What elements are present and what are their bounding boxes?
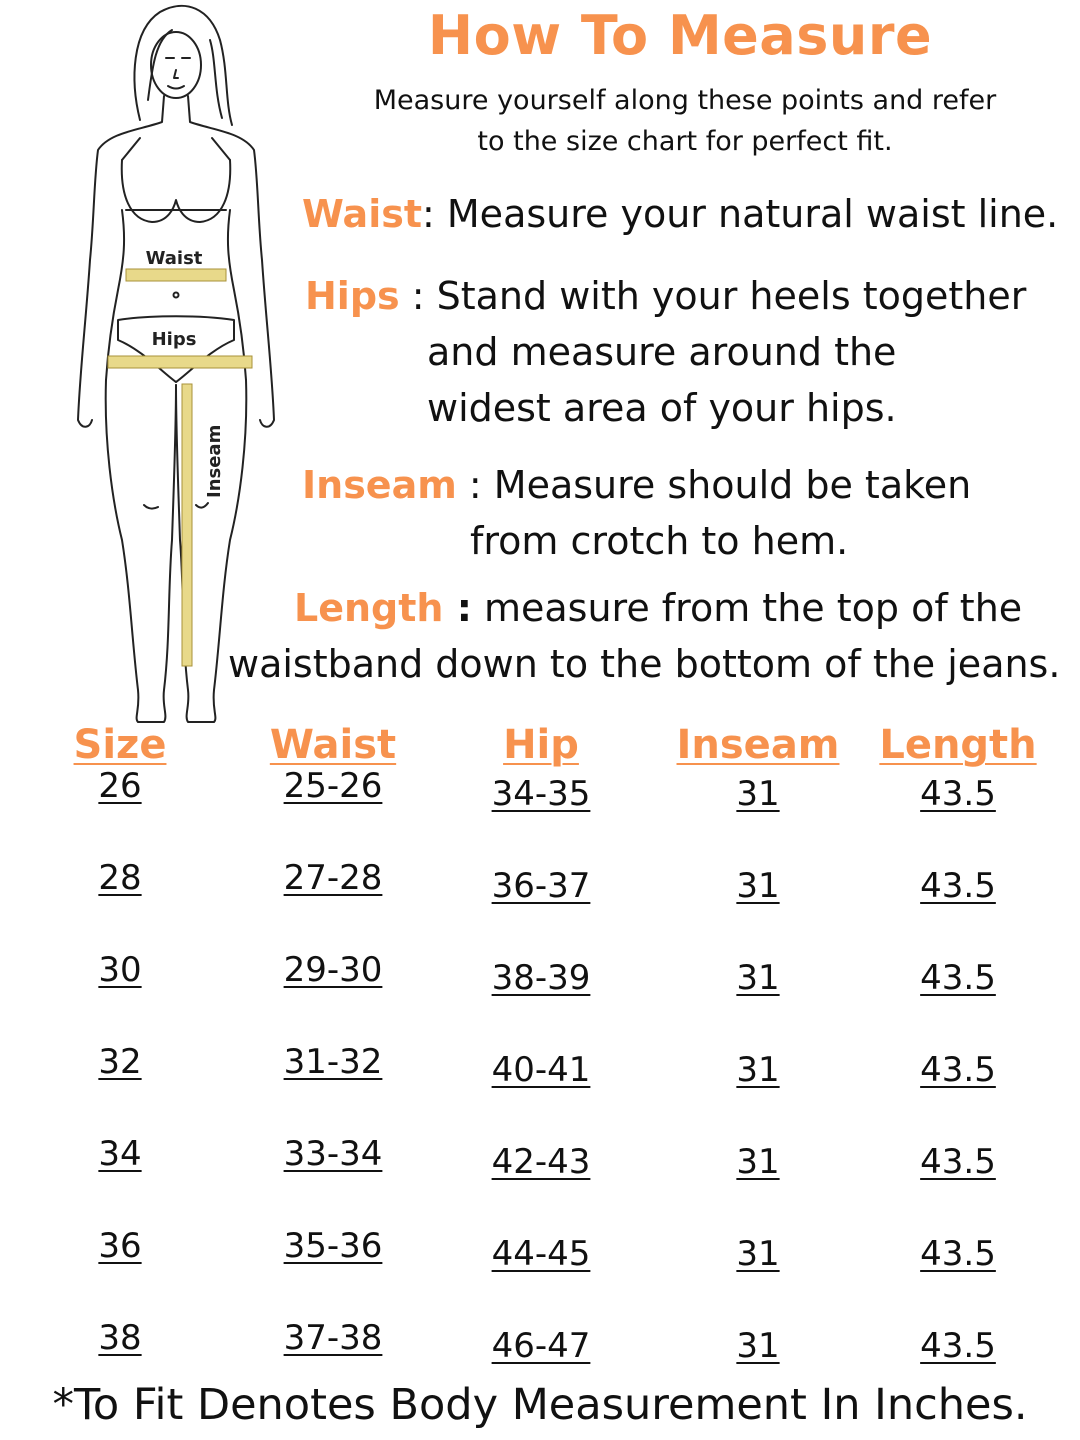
table-cell-length: 43.5	[920, 1234, 996, 1274]
table-cell-length: 43.5	[920, 958, 996, 998]
hips-text-1: : Stand with your heels together	[399, 274, 1027, 318]
subtitle-line-1: Measure yourself along these points and refer	[373, 85, 997, 116]
table-cell-waist: 35-36	[283, 1226, 383, 1266]
bra-outline	[122, 160, 231, 222]
table-cell-waist: 31-32	[283, 1042, 383, 1082]
page-subtitle	[350, 80, 1020, 162]
table-cell-inseam: 31	[736, 1050, 780, 1090]
table-cell-waist: 25-26	[283, 766, 383, 806]
inseam-key: Inseam	[302, 463, 457, 507]
figure-inseam-label: Inseam	[204, 424, 225, 498]
hips-key: Hips	[305, 274, 400, 318]
table-cell-hip: 42-43	[491, 1142, 591, 1182]
hips-text-3: widest area of your hips.	[427, 386, 897, 430]
table-cell-inseam: 31	[736, 1326, 780, 1366]
table-cell-size: 28	[98, 858, 142, 898]
waist-instruction	[302, 186, 1062, 242]
table-header-hip: Hip	[503, 722, 579, 768]
hips-text-2: and measure around the	[427, 330, 897, 374]
table-cell-inseam: 31	[736, 1234, 780, 1274]
table-cell-hip: 46-47	[491, 1326, 591, 1366]
table-cell-inseam: 31	[736, 1142, 780, 1182]
waist-key: Waist	[302, 192, 423, 236]
subtitle-line-2: to the size chart for perfect fit.	[477, 126, 893, 157]
table-cell-inseam: 31	[736, 774, 780, 814]
table-header-waist: Waist	[269, 722, 397, 768]
inseam-tape	[182, 384, 192, 666]
length-instruction	[228, 580, 1078, 692]
length-text-1: measure from the top of the	[471, 586, 1023, 630]
table-cell-size: 32	[98, 1042, 142, 1082]
table-cell-hip: 34-35	[491, 774, 591, 814]
table-cell-waist: 37-38	[283, 1318, 383, 1358]
hair-outline	[135, 6, 232, 125]
table-cell-waist: 27-28	[283, 858, 383, 898]
table-cell-length: 43.5	[920, 774, 996, 814]
table-cell-inseam: 31	[736, 866, 780, 906]
table-cell-size: 38	[98, 1318, 142, 1358]
hips-tape	[108, 356, 252, 368]
table-cell-hip: 40-41	[491, 1050, 591, 1090]
table-cell-size: 36	[98, 1226, 142, 1266]
figure-hips-label: Hips	[151, 329, 197, 350]
waist-tape	[126, 269, 226, 281]
inseam-text-2: from crotch to hem.	[470, 519, 849, 563]
table-cell-waist: 33-34	[283, 1134, 383, 1174]
table-cell-waist: 29-30	[283, 950, 383, 990]
length-separator: :	[443, 586, 472, 630]
table-cell-size: 30	[98, 950, 142, 990]
table-cell-inseam: 31	[736, 958, 780, 998]
inseam-text-1: : Measure should be taken	[456, 463, 972, 507]
size-chart-table	[0, 718, 1080, 1378]
table-cell-length: 43.5	[920, 1326, 996, 1366]
table-cell-length: 43.5	[920, 866, 996, 906]
footnote: *To Fit Denotes Body Measurement In Inches.	[52, 1380, 1028, 1430]
page-title: How To Measure	[427, 4, 933, 67]
table-cell-hip: 44-45	[491, 1234, 591, 1274]
table-cell-hip: 38-39	[491, 958, 591, 998]
length-first-line	[228, 580, 1078, 636]
figure-waist-label: Waist	[145, 248, 203, 269]
length-key: Length	[294, 586, 444, 630]
table-cell-hip: 36-37	[491, 866, 591, 906]
table-header-size: Size	[73, 722, 167, 768]
table-cell-size: 26	[98, 766, 142, 806]
table-cell-length: 43.5	[920, 1142, 996, 1182]
hips-instruction	[305, 268, 1065, 436]
table-header-inseam: Inseam	[676, 722, 840, 768]
table-cell-length: 43.5	[920, 1050, 996, 1090]
length-text-2: waistband down to the bottom of the jeans.	[228, 642, 1061, 686]
inseam-instruction	[302, 457, 1062, 569]
table-cell-size: 34	[98, 1134, 142, 1174]
waist-text: : Measure your natural waist line.	[422, 192, 1059, 236]
table-header-length: Length	[879, 722, 1037, 768]
